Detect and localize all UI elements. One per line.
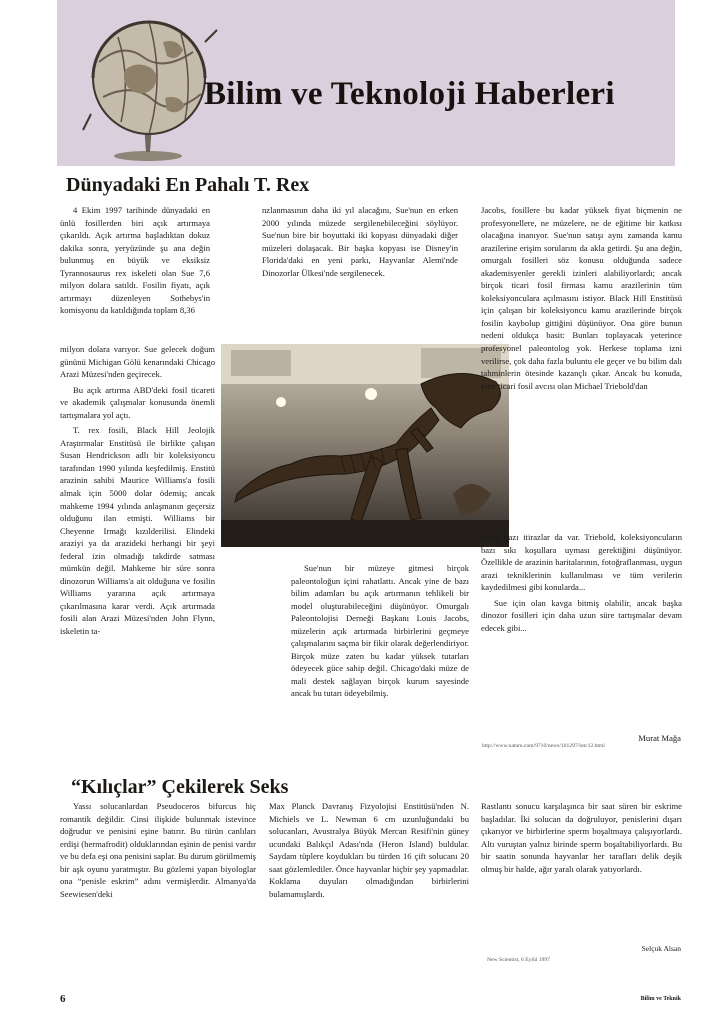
article1-col1-bottom: [60, 343, 215, 638]
article1-paragraph: milyon dolara varıyor. Sue gelecek doğum gününü Michigan Gölü kenarındaki Chicago Arazi Müzesi'nden geçirecek.: [60, 344, 215, 380]
article2-paragraph: Max Planck Davranış Fizyolojisi Enstitüsü'nden N. Michiels ve L. Newman 6 cm uzunluğundaki bu solucanları, Avustralya Büyük Mercan Resifi'nin güney ucundaki Balıkçıl Adası'nda (Heron Island) buldular. Saydam tüplere koydukları bu türden 16 çift solucanı 20 saat gözlemlediler. Önce hayvanlar hiçbir şey yapmadılar. Koklama duyuları olmadığından birbirlerini bulamamışlardı.: [269, 801, 469, 899]
article1-col3-top: [481, 204, 682, 392]
magazine-name: Bilim ve Teknik: [640, 996, 681, 1002]
t-rex-skeleton-photo: [221, 344, 509, 547]
article1-col3-bottom: [481, 531, 682, 634]
article2-col3: [481, 800, 682, 875]
article2-source: New Scientist, 6 Eylül 1997: [487, 957, 550, 963]
article1-paragraph: Jacobs, fosillere bu kadar yüksek fiyat biçmenin ne profesyonellere, ne müzelere, ne de eğitime bir katkısı olacağına inanıyor. Sue'nun satışı aynı zamanda kamu arazilerine erişim sorularını da akla getirdi. Şu ana değin, omurgalı fosilleri söz konusu olduğunda sadece akademisyenler gerekli izinleri alabiliyorlardı; ancak birçok ticari fosil firması kamu arazilerinin tüm koleksiyonculara açılmasını istiyor. Black Hill Enstitüsü için çalışan bir koleksiyoncu kamu arazilerinde birçok fosilin kaybolup gittiğini düşünüyor. Ona göre bunun nedeni oldukça basit: Bunları toplayacak yeterince profesyonel paleontolog yok. Herkese toplama izni verilirse, çok daha fazla buluntu ele geçer ve bu bilim dalı tahminlerin ötesinde kazançlı çıkar. Ancak bu konuda, yine ticari fosil avcısı olan Michael Triebold'dan: [481, 205, 682, 391]
article1-source-url: http://www.nature.com/9710/news/101297/lotc12.html: [482, 743, 605, 749]
article1-col2-bottom: [291, 562, 469, 700]
article2-author: Selçuk Alsan: [641, 944, 681, 953]
article1-title: Dünyadaki En Pahalı T. Rex: [66, 174, 310, 196]
article2-col2: [269, 800, 469, 900]
article1-paragraph: Sue için olan kavga bitmiş olabilir, ancak başka dinozor fosilleri için daha uzun süre tartışmalar devam edecek gibi...: [481, 597, 682, 633]
article1-paragraph: nzlanmasının daha iki yıl alacağını, Sue'nun en erken 2000 yılında müzede sergilenebileceğini söylüyor. Sue'nun bire bir boyuttaki iki kopyası dünyadaki diğer müzeleri dolaşacak. Bir başka kopyası ise Disney'in Florida'daki en yeni parkı, Hayvanlar Alemi'nde Dinozorlar Ülkesi'nde sergilenecek.: [262, 205, 458, 278]
article1-author: Murat Mağa: [638, 733, 681, 743]
article1-paragraph: gelen bazı itirazlar da var. Triebold, koleksiyoncuların bazı sıkı koşullara uyması gerektiğini düşünüyor. Özellikle de arazinin haritalarının, fotoğraflanması, uygun arazi tekniklerinin kullanılması ve tüm verilerin kaydedilmesi gibi konularda...: [481, 532, 682, 593]
article1-paragraph: 4 Ekim 1997 tarihinde dünyadaki en ünlü fosillerden biri açık artırmaya çıkarıldı. Açık artırma başladıktan dokuz dakika sonra, yeryüzünde şu ana değin bulunmuş en büyük ve eksiksiz Tyrannosaurus rex iskeleti olan Sue 7,6 milyon dolara satıldı. Fosilin fiyatı, açık artırmayı düzenleyen Sothebys'in komisyonu da katıldığında toplam 8,36: [60, 205, 210, 316]
article2-title: “Kılıçlar” Çekilerek Seks: [71, 776, 289, 798]
header-banner: [57, 0, 675, 166]
article1-col2-top: [262, 204, 458, 279]
page-number: 6: [60, 993, 66, 1005]
section-title: Bilim ve Teknoloji Haberleri: [204, 76, 615, 112]
article1-paragraph: T. rex fosili, Black Hill Jeolojik Araştırmalar Enstitüsü ile birlikte çalışan Susan Hendrickson adlı bir koleksiyoncu tarafından 1990 yılında keşfedilmiş. Enstitü arazinin sahibi Maurice Williams'a fosili almak için 5000 dolar ödemiş; ancak mahkeme 1994 yılında anlaşmanın geçersiz olduğunu ilan etmişti. Williams bir Cheyenne Irmağı kızılderilisi. Elindeki araziyi ya da arazideki herhangi bir şeyi federal izin olmadığı takdirde satması mümkün değil. Mahkeme bir süre sonra dinozorun Williams'a ait olduğuna ve fosilin Williams yararına açık artırmaya çıkarılmasına karar verdi. Açık artırmada fosili alan Arazi Müzesi'nden John Flynn, iskeletin ta-: [60, 425, 215, 637]
article2-paragraph: Yassı solucanlardan Pseudoceros bifurcus hiç romantik değildir. Cinsi ilişkide bulunmak istevince doğrudur ve penisini eşine batırır. Bu türün canlıları erdişi (hermafrodit) olduklarından eşinin de penisi vardır ve bu defa eşi ona penisini saplar. Bu durum görülmemiş bir aşk oyunu yaratmıştır. Bu gözlemi yapan biyologlar ona “penisle eskrim” adını vermişlerdir. Almanya'da Seewiesen'deki: [60, 801, 256, 899]
article2-paragraph: Rastlantı sonucu karşılaşınca bir saat süren bir eskrime başladılar. İki solucan da doğruluyor, penislerini dışarı çıkarıyor ve birbirlerine sperm boşaltmaya çalışıyorlardı. Altı vuruştan yalnız birinde sperm boşaltabiliyorlardı. Bu bir saatin sonunda hayvanlar her tarafları delik deşik olmuş bir halde, ağır yaralı olarak yatıyorlardı.: [481, 801, 682, 874]
globe-illustration: [73, 12, 223, 162]
article1-paragraph: Sue'nun bir müzeye gitmesi birçok paleontoloğun içini rahatlattı. Ancak yine de bazı bilim adamları bu açık artırmanın tehlikeli bir model oluşturabileceğini düşünüyor. Omurgalı Paleontolojisi Derneği Başkanı Louis Jacobs, müzelerin açık artırmada birbirlerini geçmeye çalışmalarını saçma bir fikir olarak değerlendiriyor. Birçok müze zaten bu kadar yüksek tutarları ödeyecek güce sahip değil. Chicago'daki müze de mali destek sağlayan birçok kurum sayesinde ancak bu tutarı ödeyebilmiş.: [291, 563, 469, 699]
article1-paragraph: Bu açık artırma ABD'deki fosil ticareti ve akademik çalışmalar konusunda önemli tartışmalara yol açtı.: [60, 384, 215, 420]
article2-col1: [60, 800, 256, 900]
article1-col1-top: [60, 204, 210, 317]
